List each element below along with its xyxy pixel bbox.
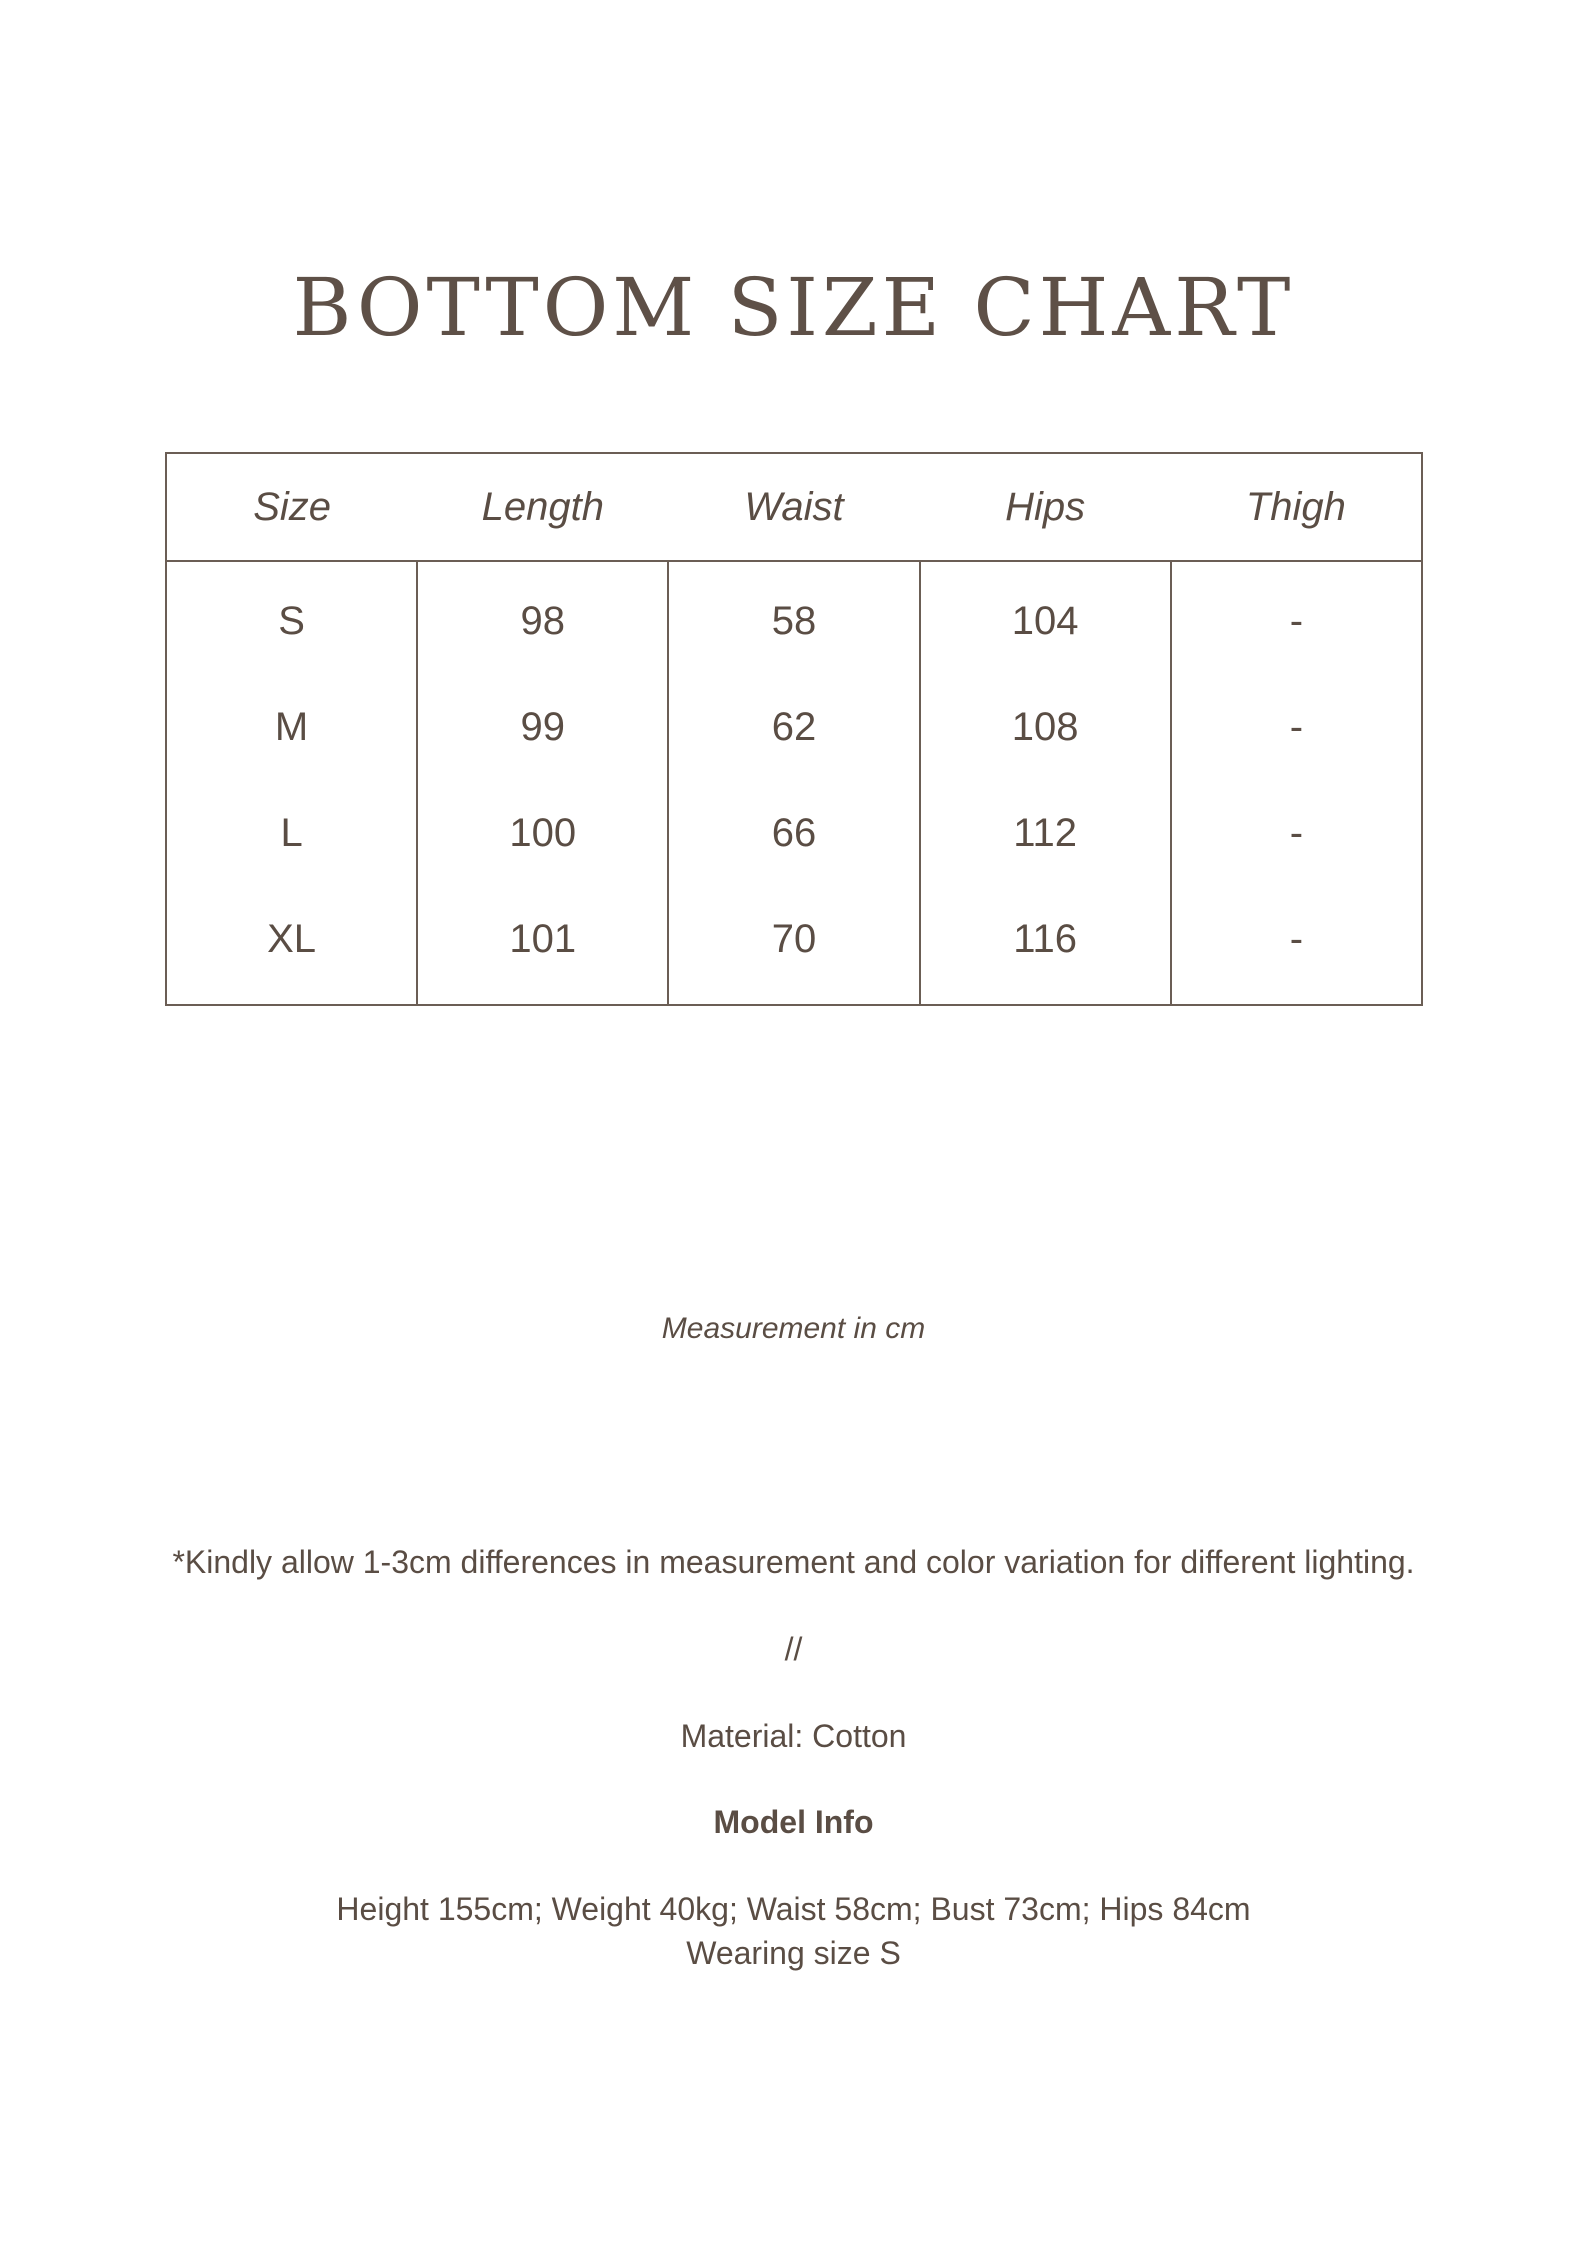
table-cell: 70	[668, 886, 919, 1005]
table-cell: 108	[920, 674, 1171, 780]
table-cell: 99	[417, 674, 668, 780]
table-cell: 98	[417, 561, 668, 674]
table-cell: 100	[417, 780, 668, 886]
table-cell: 62	[668, 674, 919, 780]
column-header: Thigh	[1171, 453, 1422, 561]
column-header: Hips	[920, 453, 1171, 561]
model-info-heading: Model Info	[713, 1804, 874, 1840]
measurement-unit-note: Measurement in cm	[661, 1312, 926, 1345]
table-cell: -	[1171, 780, 1422, 886]
table-cell: 112	[920, 780, 1171, 886]
table-cell: 104	[920, 561, 1171, 674]
column-header: Size	[166, 453, 417, 561]
table-cell: -	[1171, 886, 1422, 1005]
table-cell: 58	[668, 561, 919, 674]
model-wearing-size: Wearing size S	[686, 1935, 901, 1971]
table-row	[166, 886, 1422, 1005]
column-header: Waist	[668, 453, 919, 561]
table-cell: S	[278, 598, 305, 643]
table-row	[166, 561, 1422, 674]
table-cell: XL	[267, 916, 317, 961]
table-row	[166, 780, 1422, 886]
table-header-row	[166, 453, 1422, 561]
disclaimer-text: *Kindly allow 1-3cm differences in measurement and color variation for different lighting.	[172, 1544, 1415, 1580]
table-cell: L	[280, 810, 303, 855]
size-chart-table	[165, 452, 1423, 1006]
material-info: Material: Cotton	[680, 1718, 907, 1754]
table-cell: 116	[920, 886, 1171, 1005]
separator: //	[784, 1631, 803, 1667]
table-cell: M	[274, 704, 309, 749]
page-title: BOTTOM SIZE CHART	[292, 261, 1295, 354]
table-cell: 66	[668, 780, 919, 886]
table-cell: -	[1171, 674, 1422, 780]
table-cell: -	[1171, 561, 1422, 674]
column-header: Length	[417, 453, 668, 561]
table-row	[166, 674, 1422, 780]
model-stats: Height 155cm; Weight 40kg; Waist 58cm; Bust 73cm; Hips 84cm	[336, 1891, 1251, 1927]
table-cell: 101	[417, 886, 668, 1005]
